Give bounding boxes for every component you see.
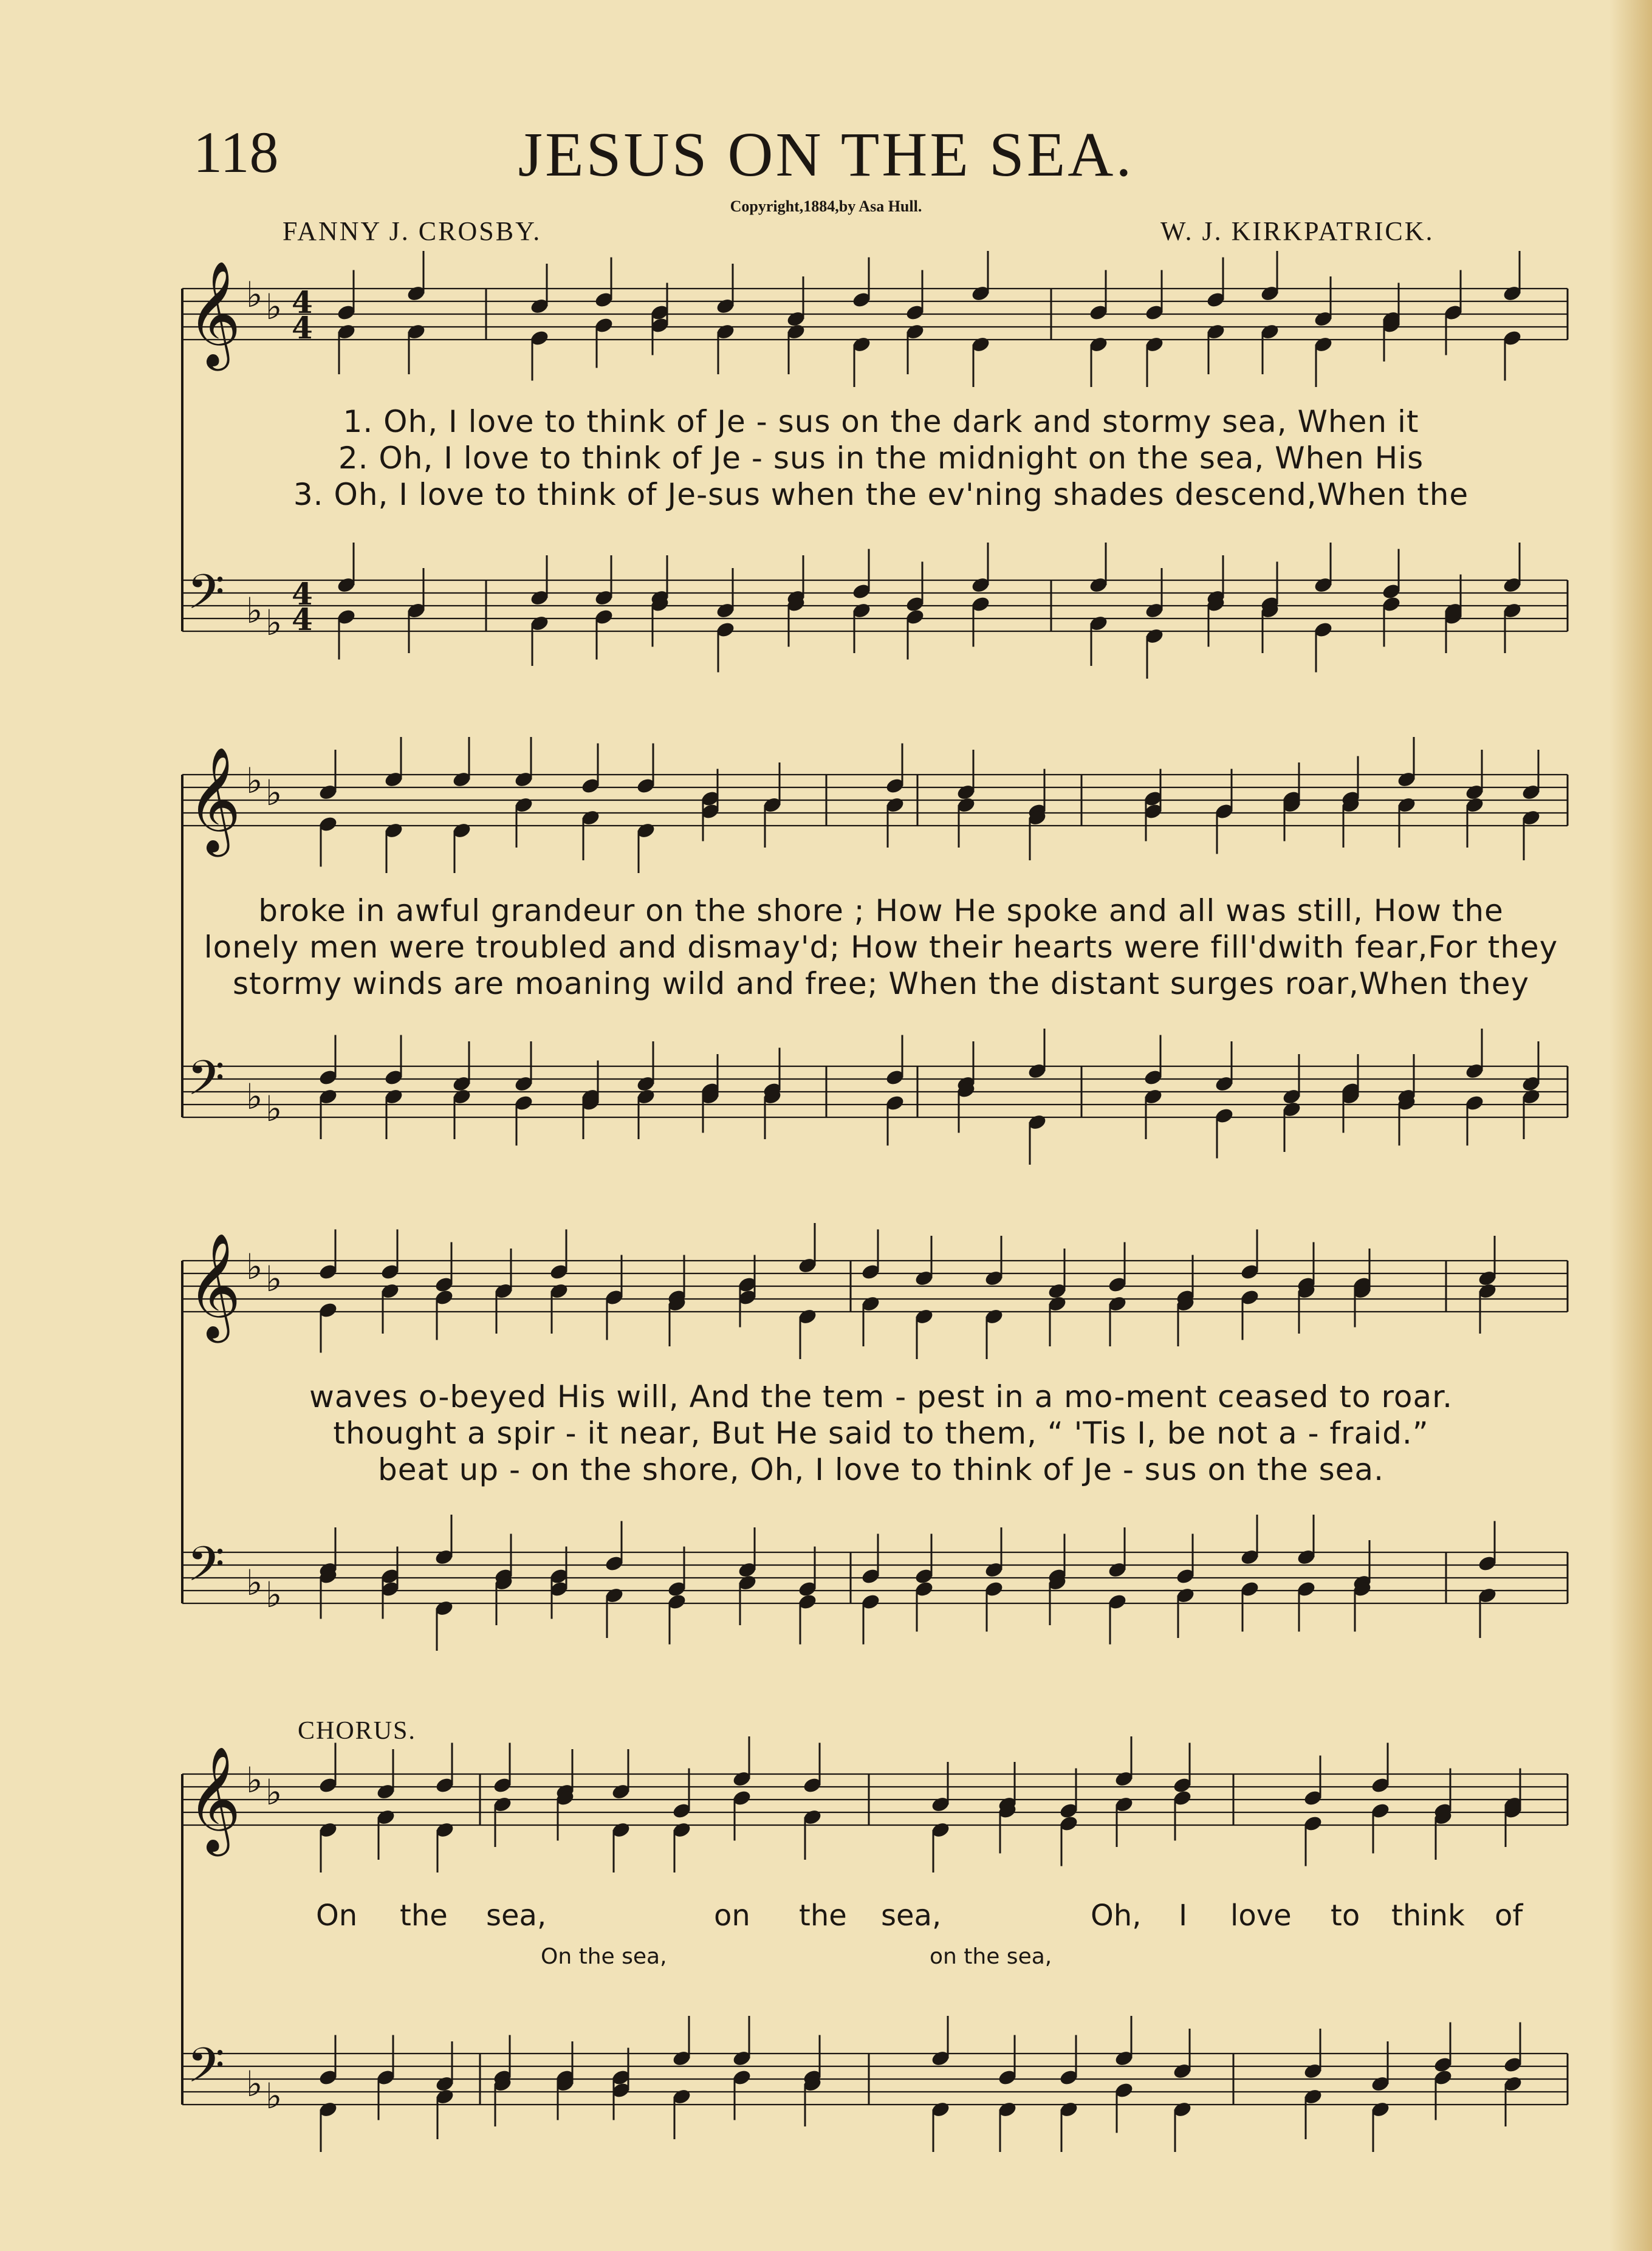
chorus-word: Oh, — [1091, 1899, 1142, 1933]
flat-sign-icon: ♭ — [246, 760, 263, 801]
score-system-chorus — [182, 1746, 1580, 2126]
bass-clef-icon: 𝄢 — [187, 1050, 225, 1118]
composer-credit: W. J. KIRKPATRICK. — [1160, 216, 1434, 246]
chorus-word: the — [400, 1899, 448, 1933]
hymn-title: JESUS ON THE SEA. — [518, 120, 1134, 190]
lyric-line-verse-3: stormy winds are moaning wild and free; When the distant surges roar,When they — [232, 966, 1530, 1001]
flat-sign-icon: ♭ — [246, 1562, 263, 1603]
page-edge-shadow — [1609, 0, 1652, 2251]
copyright-notice: Copyright,1884,by Asa Hull. — [730, 197, 922, 215]
chorus-echo-text: On the sea, — [541, 1944, 667, 1969]
music-system-1 — [182, 261, 1580, 674]
flat-sign-icon: ♭ — [246, 274, 263, 315]
time-signature: 4 — [292, 310, 313, 346]
flat-sign-icon: ♭ — [246, 590, 263, 631]
lyric-line-verse-2: thought a spir - it near, But He said to them, “ 'Tis I, be not a - fraid.” — [333, 1416, 1429, 1451]
chorus-word: on — [714, 1899, 750, 1933]
flat-sign-icon: ♭ — [266, 286, 283, 327]
music-system-2 — [182, 747, 1580, 1160]
lyric-line-verse-1: waves o-beyed His will, And the tem - pest in a mo-ment ceased to roar. — [309, 1379, 1453, 1414]
flat-sign-icon: ♭ — [246, 1759, 263, 1801]
flat-sign-icon: ♭ — [266, 2075, 283, 2117]
time-signature: 4 — [292, 576, 313, 612]
lyric-line-verse-3: 3. Oh, I love to think of Je-sus when the ev'ning shades descend,When the — [293, 477, 1469, 512]
lyric-line-verse-2: lonely men were troubled and dismay'd; How their hearts were fill'dwith fear,For they — [204, 930, 1558, 965]
chorus-echo-text: on the sea, — [930, 1944, 1052, 1969]
treble-clef-icon: 𝄞 — [187, 747, 241, 852]
chorus-word: I — [1179, 1899, 1188, 1933]
bass-clef-icon: 𝄢 — [187, 1536, 225, 1604]
flat-sign-icon: ♭ — [246, 1076, 263, 1117]
lyric-line-verse-2: 2. Oh, I love to think of Je - sus in the midnight on the sea, When His — [338, 440, 1424, 476]
chorus-word: On — [316, 1899, 358, 1933]
chorus-word: the — [799, 1899, 847, 1933]
flat-sign-icon: ♭ — [246, 2063, 263, 2105]
lyric-line-verse-1: 1. Oh, I love to think of Je - sus on the dark and stormy sea, When it — [343, 404, 1419, 439]
flat-sign-icon: ♭ — [266, 1088, 283, 1129]
time-signature: 4 — [292, 284, 313, 320]
chorus-word: to — [1331, 1899, 1360, 1933]
chorus-word: of — [1495, 1899, 1523, 1933]
flat-sign-icon: ♭ — [266, 772, 283, 814]
flat-sign-icon: ♭ — [266, 1772, 283, 1813]
flat-sign-icon: ♭ — [266, 1574, 283, 1615]
author-credit: FANNY J. CROSBY. — [283, 216, 542, 246]
flat-sign-icon: ♭ — [266, 602, 283, 643]
chorus-label: CHORUS. — [298, 1717, 416, 1745]
page-number: 118 — [193, 120, 279, 185]
chorus-word: sea, — [486, 1899, 547, 1933]
chorus-word: love — [1230, 1899, 1292, 1933]
treble-clef-icon: 𝄞 — [187, 1233, 241, 1338]
flat-sign-icon: ♭ — [246, 1246, 263, 1287]
treble-clef-icon: 𝄞 — [187, 1746, 241, 1852]
music-system-chorus — [182, 1746, 1580, 2126]
treble-clef-icon: 𝄞 — [187, 261, 241, 366]
chorus-word: think — [1391, 1899, 1465, 1933]
time-signature: 4 — [292, 601, 313, 637]
lyric-line-verse-1: broke in awful grandeur on the shore ; How He spoke and all was still, How the — [258, 893, 1504, 928]
flat-sign-icon: ♭ — [266, 1258, 283, 1300]
bass-clef-icon: 𝄢 — [187, 564, 225, 632]
lyric-line-verse-3: beat up - on the shore, Oh, I love to think of Je - sus on the sea. — [378, 1452, 1384, 1487]
music-system-3 — [182, 1233, 1580, 1646]
chorus-word: sea, — [881, 1899, 942, 1933]
bass-clef-icon: 𝄢 — [187, 2037, 225, 2105]
